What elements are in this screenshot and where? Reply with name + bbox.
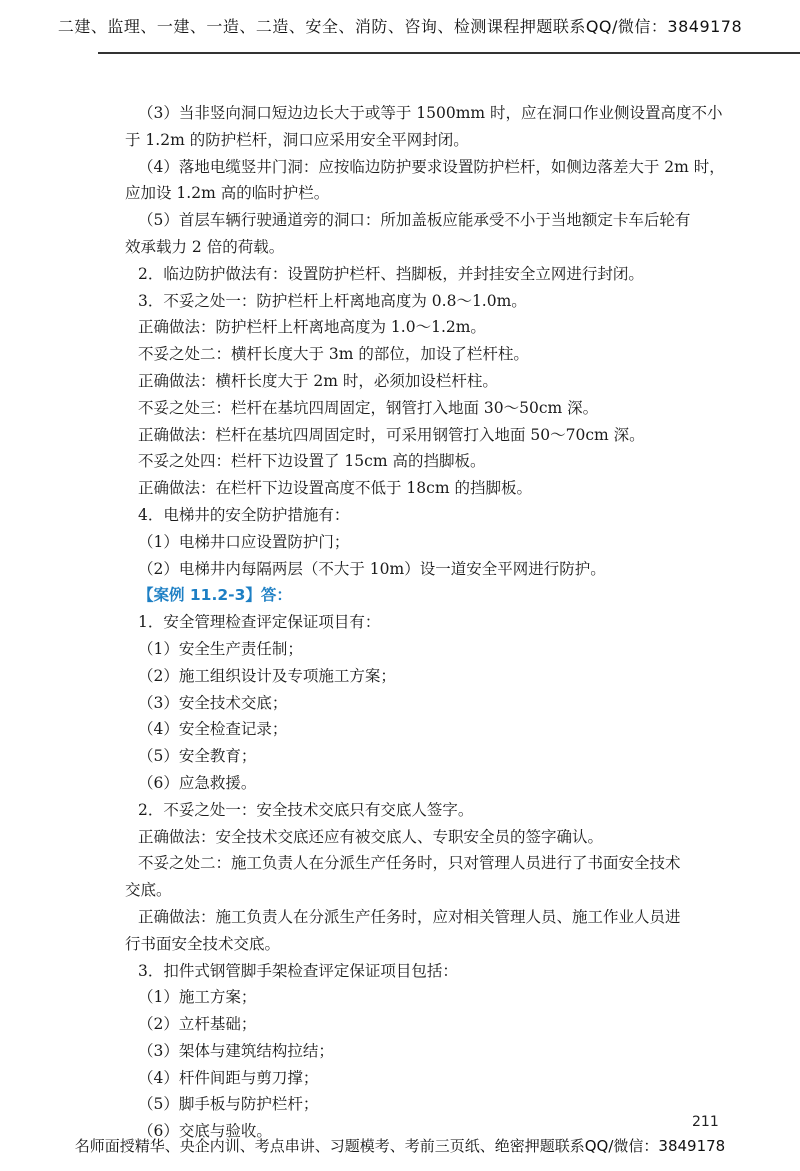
case-heading: 【案例 11.2-3】答： xyxy=(138,586,292,605)
text-line: （1）施工方案； xyxy=(138,988,257,1007)
text-line: 不妥之处二：横杆长度大于 3m 的部位，加设了栏杆柱。 xyxy=(138,345,529,364)
header-divider xyxy=(98,52,800,54)
text-line: 不妥之处二：施工负责人在分派生产任务时，只对管理人员进行了书面安全技术 xyxy=(138,854,681,873)
text-line: 2．不妥之处一：安全技术交底只有交底人签字。 xyxy=(138,800,474,819)
page-number: 211 xyxy=(692,1114,719,1130)
text-line: 2．临边防护做法有：设置防护栏杆、挡脚板，并封挂安全立网进行封闭。 xyxy=(138,264,644,283)
text-line: （3）安全技术交底； xyxy=(138,693,288,712)
text-line: （3）当非竖向洞口短边边长大于或等于 1500mm 时，应在洞口作业侧设置高度不小 xyxy=(138,104,723,122)
text-line: （1）安全生产责任制； xyxy=(138,639,303,658)
text-line: （1）电梯井口应设置防护门； xyxy=(138,532,350,551)
text-line: 3．扣件式钢管脚手架检查评定保证项目包括： xyxy=(138,961,458,980)
text-line: 1．安全管理检查评定保证项目有： xyxy=(138,613,381,632)
text-line: （2）施工组织设计及专项施工方案； xyxy=(138,666,396,685)
header-banner: 二建、监理、一建、一造、二造、安全、消防、咨询、检测课程押题联系QQ/微信：3849178 xyxy=(57,17,743,36)
text-line: 效承载力 2 倍的荷载。 xyxy=(125,237,285,256)
text-line: 正确做法：在栏杆下边设置高度不低于 18cm 的挡脚板。 xyxy=(138,479,532,498)
text-line: （5）首层车辆行驶通道旁的洞口：所加盖板应能承受不小于当地额定卡车后轮有 xyxy=(138,211,691,230)
text-line: 正确做法：栏杆在基坑四周固定时，可采用钢管打入地面 50～70cm 深。 xyxy=(138,425,645,444)
text-line: （5）脚手板与防护栏杆； xyxy=(138,1095,319,1114)
text-line: （2）立杆基础； xyxy=(138,1015,257,1034)
text-line: （6）交底与验收。 xyxy=(138,1122,272,1141)
text-line: 正确做法：防护栏杆上杆离地高度为 1.0～1.2m。 xyxy=(138,318,486,337)
footer-banner: 名师面授精华、央企内训、考点串讲、习题模考、考前三页纸、绝密押题联系QQ/微信：3849178 xyxy=(74,1137,726,1155)
text-line: （6）应急救援。 xyxy=(138,773,257,792)
text-line: 4．电梯井的安全防护措施有： xyxy=(138,505,350,524)
text-line: 交底。 xyxy=(125,881,172,900)
text-line: 应加设 1.2m 高的临时护栏。 xyxy=(125,184,330,203)
text-line: （4）杆件间距与剪刀撑； xyxy=(138,1068,319,1087)
text-line: （4）安全检查记录； xyxy=(138,720,288,739)
text-line: 行书面安全技术交底。 xyxy=(125,934,281,953)
text-line: 正确做法：安全技术交底还应有被交底人、专职安全员的签字确认。 xyxy=(138,827,604,846)
text-line: 3．不妥之处一：防护栏杆上杆离地高度为 0.8～1.0m。 xyxy=(138,291,527,310)
text-line: 正确做法：施工负责人在分派生产任务时，应对相关管理人员、施工作业人员进 xyxy=(138,907,681,926)
page-body xyxy=(125,100,778,1145)
text-line: 不妥之处三：栏杆在基坑四周固定，钢管打入地面 30～50cm 深。 xyxy=(138,398,599,417)
text-line: 正确做法：横杆长度大于 2m 时，必须加设栏杆柱。 xyxy=(138,371,498,390)
text-line: （4）落地电缆竖井门洞：应按临边防护要求设置防护栏杆，如侧边落差大于 2m 时， xyxy=(138,157,725,176)
text-line: （5）安全教育； xyxy=(138,747,257,766)
text-line: （3）架体与建筑结构拉结； xyxy=(138,1041,334,1060)
text-line: 不妥之处四：栏杆下边设置了 15cm 高的挡脚板。 xyxy=(138,452,486,471)
text-line: （2）电梯井内每隔两层（不大于 10m）设一道安全平网进行防护。 xyxy=(138,559,606,578)
text-line: 于 1.2m 的防护栏杆，洞口应采用安全平网封闭。 xyxy=(125,130,469,149)
